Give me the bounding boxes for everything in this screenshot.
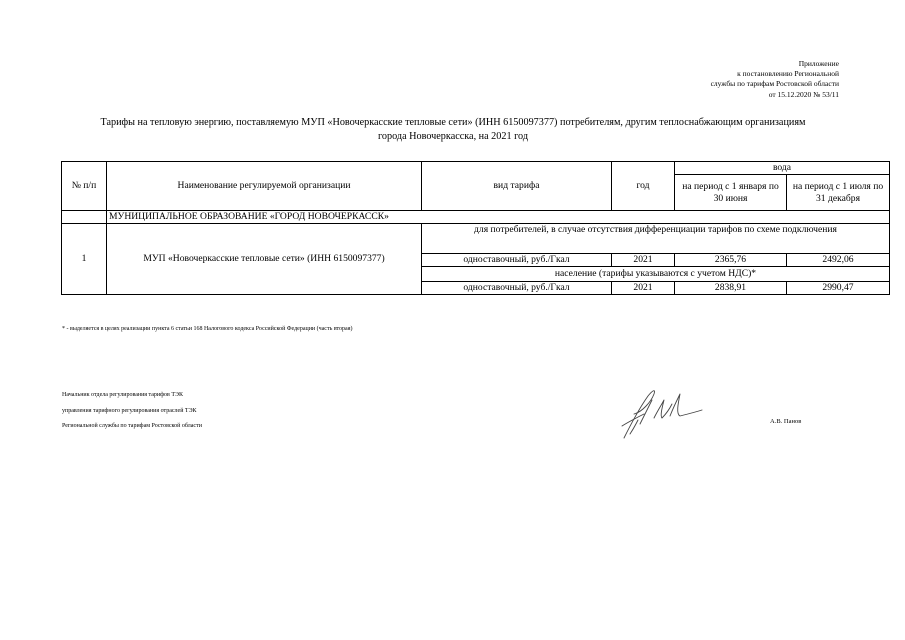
header-org: Наименование регулируемой организации [107, 162, 422, 211]
appendix-line: от 15.12.2020 № 53/11 [768, 89, 839, 99]
signatory-position [62, 388, 202, 435]
section-heading: население (тарифы указываются с учетом НДС)* [422, 267, 890, 282]
tariff-type-cell: одноставочный, руб./Гкал [422, 254, 612, 267]
header-water: вода [675, 162, 890, 175]
appendix-line: Приложение [798, 59, 839, 68]
header-period-2: на период с 1 июля по 31 декабря [787, 175, 890, 211]
year-cell: 2021 [612, 254, 675, 267]
document-title [50, 116, 856, 144]
appendix-header [711, 59, 839, 100]
header-period-1: на период с 1 января по 30 июня [675, 175, 787, 211]
appendix-line: службы по тарифам Ростовской области [710, 79, 839, 89]
value-period-2: 2990,47 [787, 282, 890, 295]
value-period-1: 2838,91 [675, 282, 787, 295]
value-period-2: 2492,06 [787, 254, 890, 267]
row-org: МУП «Новочеркасские тепловые сети» (ИНН 6150097377) [107, 224, 422, 295]
header-tariff-type: вид тарифа [422, 162, 612, 211]
value-period-1: 2365,76 [675, 254, 787, 267]
footnote: * - выделяется в целях реализации пункта 6 статьи 168 Налогового кодекса Российской Федерации (часть вторая) [62, 326, 353, 332]
header-num: № п/п [62, 162, 107, 211]
signatory-name: А.В. Панов [770, 418, 802, 425]
municipality-row: МУНИЦИПАЛЬНОЕ ОБРАЗОВАНИЕ «ГОРОД НОВОЧЕРКАССК» [107, 211, 890, 224]
tariff-table [61, 161, 890, 295]
row-num: 1 [62, 224, 107, 295]
header-year: год [612, 162, 675, 211]
signatory-line-3: Региональной службы по тарифам Ростовской области [62, 423, 202, 429]
signatory-line-2: управления тарифного регулирования отраслей ТЭК [62, 407, 197, 414]
tariff-type-cell: одноставочный, руб./Гкал [422, 282, 612, 295]
municipality-num-cell [62, 211, 107, 224]
year-cell: 2021 [612, 282, 675, 295]
appendix-line: к постановлению Региональной [737, 69, 839, 79]
handwritten-signature-icon [618, 384, 706, 442]
title-line-1: Тарифы на тепловую энергию, поставляемую МУП «Новочеркасские тепловые сети» (ИНН 6150097377) потребителям, другим теплоснабжающим организациям [100, 117, 806, 128]
signatory-line-1: Начальник отдела регулирования тарифов ТЭК [62, 392, 183, 398]
title-line-2: города Новочеркасска, на 2021 год [377, 131, 529, 142]
section-heading: для потребителей, в случае отсутствия дифференциации тарифов по схеме подключения [422, 224, 890, 254]
